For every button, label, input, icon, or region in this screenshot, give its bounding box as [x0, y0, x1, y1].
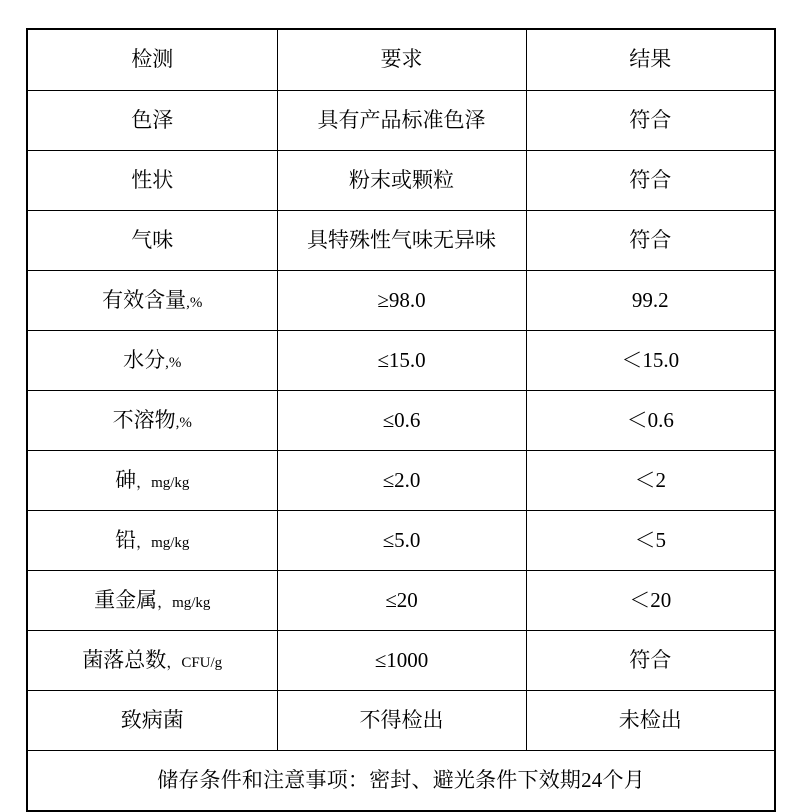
cell-item	[27, 391, 277, 451]
cell-item	[27, 271, 277, 331]
table-row	[27, 271, 775, 331]
cell-item	[27, 331, 277, 391]
cell-result: 符合	[526, 631, 775, 691]
table-row	[27, 391, 775, 451]
cell-result: ＜2	[526, 451, 775, 511]
table-footer-row	[27, 751, 775, 812]
storage-note: 储存条件和注意事项：密封、避光条件下效期24个月	[27, 751, 775, 812]
item-unit: ，CFU/g	[166, 654, 223, 671]
table-row	[27, 331, 775, 391]
item-name: 砷	[115, 467, 137, 492]
item-unit: ,%	[186, 294, 203, 311]
table-row	[27, 511, 775, 571]
item-unit: ，mg/kg	[136, 474, 190, 491]
cell-result: 99.2	[526, 271, 775, 331]
cell-requirement: ≥98.0	[277, 271, 526, 331]
cell-result: 符合	[526, 211, 775, 271]
item-unit: ，mg/kg	[157, 594, 211, 611]
cell-requirement: 粉末或颗粒	[277, 151, 526, 211]
specification-table	[26, 28, 776, 812]
table-row	[27, 691, 775, 751]
cell-item	[27, 691, 277, 751]
cell-requirement: ≤2.0	[277, 451, 526, 511]
item-name: 不溶物	[112, 407, 176, 432]
cell-requirement: 不得检出	[277, 691, 526, 751]
table-row	[27, 571, 775, 631]
cell-item	[27, 631, 277, 691]
column-header-result: 结果	[526, 29, 775, 91]
cell-item	[27, 451, 277, 511]
cell-result: ＜5	[526, 511, 775, 571]
table-row	[27, 631, 775, 691]
table-row	[27, 211, 775, 271]
cell-item	[27, 211, 277, 271]
column-header-item: 检测	[27, 29, 277, 91]
item-name: 菌落总数	[82, 647, 167, 672]
item-name: 色泽	[131, 107, 174, 132]
item-unit: ,%	[165, 354, 182, 371]
item-name: 重金属	[94, 587, 158, 612]
item-name: 水分	[123, 347, 166, 372]
cell-result: 符合	[526, 91, 775, 151]
cell-item	[27, 511, 277, 571]
item-name: 有效含量	[102, 287, 187, 312]
cell-requirement: ≤20	[277, 571, 526, 631]
item-unit: ，mg/kg	[136, 534, 190, 551]
cell-requirement: ≤15.0	[277, 331, 526, 391]
cell-item	[27, 151, 277, 211]
item-name: 铅	[115, 527, 137, 552]
cell-result: 符合	[526, 151, 775, 211]
cell-result: ＜20	[526, 571, 775, 631]
cell-item	[27, 91, 277, 151]
cell-result: ＜15.0	[526, 331, 775, 391]
table-body	[27, 29, 775, 811]
item-unit: ,%	[175, 414, 192, 431]
item-name: 气味	[131, 227, 174, 252]
cell-result: ＜0.6	[526, 391, 775, 451]
table-row	[27, 151, 775, 211]
cell-result: 未检出	[526, 691, 775, 751]
item-name: 致病菌	[120, 707, 184, 732]
cell-item	[27, 571, 277, 631]
cell-requirement: ≤1000	[277, 631, 526, 691]
cell-requirement: 具特殊性气味无异味	[277, 211, 526, 271]
cell-requirement: 具有产品标准色泽	[277, 91, 526, 151]
cell-requirement: ≤5.0	[277, 511, 526, 571]
item-name: 性状	[131, 167, 174, 192]
table-row	[27, 451, 775, 511]
column-header-requirement: 要求	[277, 29, 526, 91]
table-header-row	[27, 29, 775, 91]
table-row	[27, 91, 775, 151]
cell-requirement: ≤0.6	[277, 391, 526, 451]
